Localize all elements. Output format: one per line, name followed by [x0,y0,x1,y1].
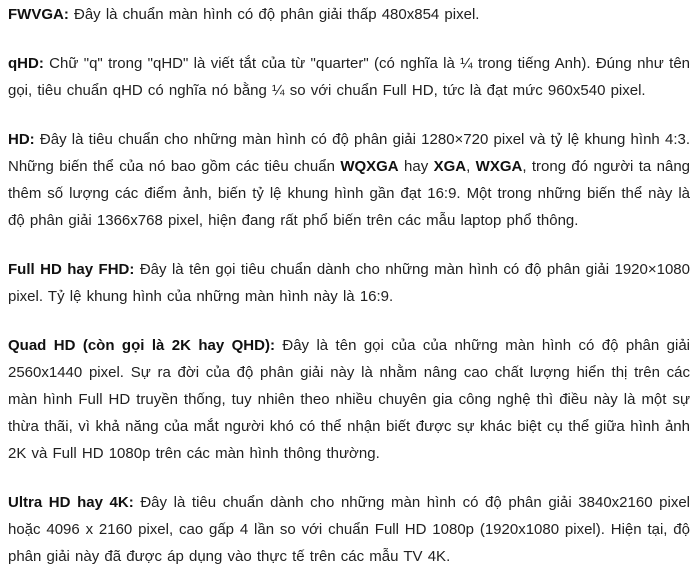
body-text: , trong đó người ta nâng thêm số lượng các điểm ảnh, biến tỷ lệ khung hình gần đạt 16:9. Một trong những biến thể này là độ phân giải 1366x768 pixel, hiện đang rất phổ biến trên các mẫu laptop phổ thông. [8,158,691,229]
paragraph-qhd [8,50,690,104]
body-text: , [466,158,476,175]
body-text: Đây là tiêu chuẩn dành cho những màn hình có độ phân giải 3840x2160 pixel hoặc 4096 x 2160 pixel, cao gấp 4 lần so với chuẩn Full HD 1080p (1920x1080 pixel). Hiện tại, độ phân giải này đã được áp dụng vào thực tế trên các mẫu TV 4K. [8,494,690,565]
body-text: hay [398,158,434,175]
term-bold: HD: [8,131,35,148]
paragraph-ultra-hd [8,489,690,570]
term-bold: Quad HD (còn gọi là 2K hay QHD): [8,337,275,354]
term-bold: WXGA [475,158,523,175]
term-bold: WQXGA [340,158,399,175]
term-bold: Full HD hay FHD: [8,261,135,278]
paragraph-hd [8,126,690,234]
body-text: Đây là tên gọi của của những màn hình có độ phân giải 2560x1440 pixel. Sự ra đời của độ phân giải này là nhằm nâng cao chất lượng hiển thị trên các màn hình Full HD truyền thống, tuy nhiên theo nhiều chuyên gia công nghệ thì điều này là một sự thừa thãi, vì khả năng của mắt người khó có thể nhận biết được sự khác biệt cụ thể giữa hình ảnh 2K và Full HD 1080p trên các màn hình thông thường. [8,337,691,462]
term-bold: XGA [433,158,467,175]
body-text: Đây là tên gọi tiêu chuẩn dành cho những màn hình có độ phân giải 1920×1080 pixel. Tỷ lệ khung hình của những màn hình này là 16:9. [8,261,690,305]
term-bold: qHD: [8,55,44,72]
paragraph-full-hd [8,256,690,310]
body-text: Đây là tiêu chuẩn cho những màn hình có độ phân giải 1280×720 pixel và tỷ lệ khung hình 4:3. Những biến thể của nó bao gồm các tiêu chuẩn [8,131,690,175]
term-bold: FWVGA: [8,6,69,23]
term-bold: Ultra HD hay 4K: [8,494,134,511]
body-text: Đây là chuẩn màn hình có độ phân giải thấp 480x854 pixel. [68,6,480,23]
paragraph-fwvga [8,1,690,28]
body-text: Chữ "q" trong "qHD" là viết tắt của từ "quarter" (có nghĩa là ¼ trong tiếng Anh). Đúng như tên gọi, tiêu chuẩn qHD có nghĩa nó bằng ¼ so với chuẩn Full HD, tức là đạt mức 960x540 pixel. [8,55,690,99]
paragraph-quad-hd [8,332,690,467]
